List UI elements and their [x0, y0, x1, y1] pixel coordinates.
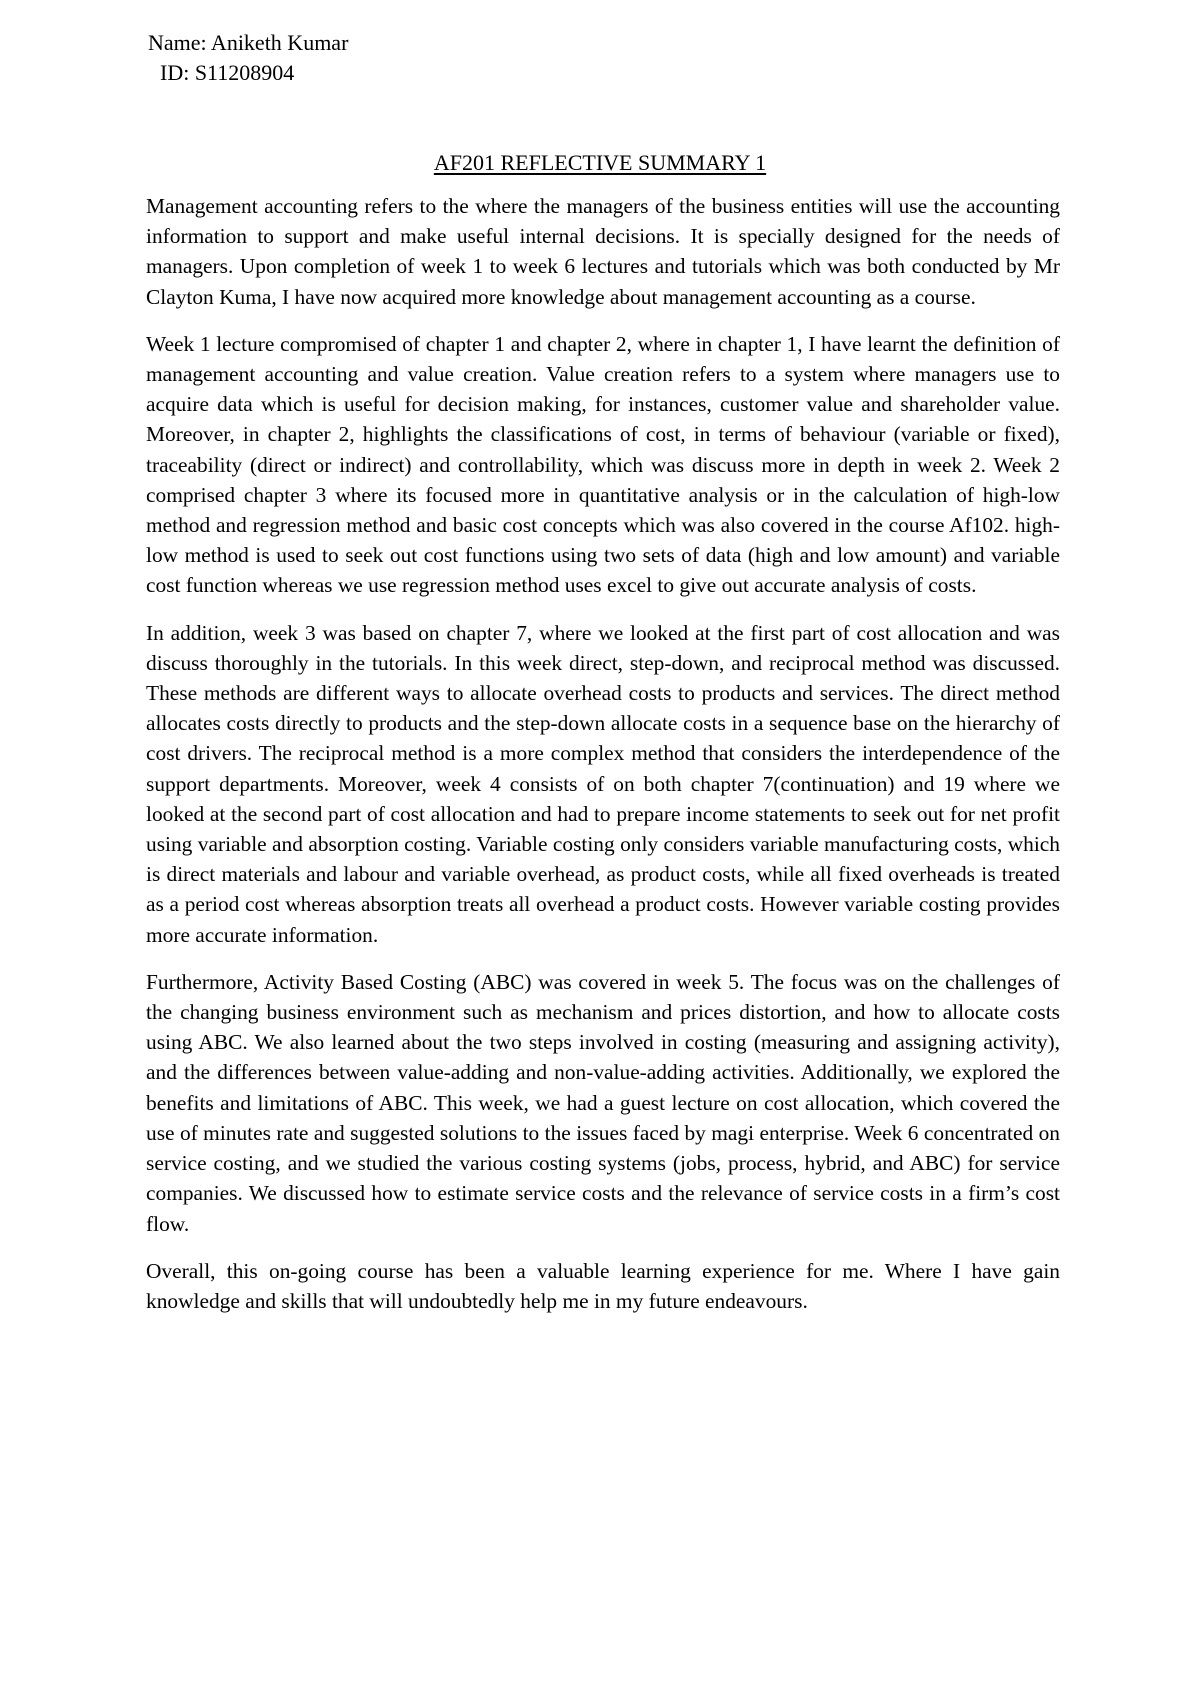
paragraph-weeks-1-2: Week 1 lecture compromised of chapter 1 and chapter 2, where in chapter 1, I have learnt the definition of management accounting and value creation. Value creation refers to a system where managers use to acquire data which is useful for decision making, for instances, customer value and shareholder value. Moreover, in chapter 2, highlights the classifications of cost, in terms of behaviour (variable or fixed), traceability (direct or indirect) and controllability, which was discuss more in depth in week 2. Week 2 comprised chapter 3 where its focused more in quantitative analysis or in the calculation of high-low method and regression method and basic cost concepts which was also covered in the course Af102. high-low method is used to seek out cost functions using two sets of data (high and low amount) and variable cost function whereas we use regression method uses excel to give out accurate analysis of costs.	[146, 331, 1060, 598]
paragraph-conclusion: Overall, this on-going course has been a valuable learning experience for me. Where I have gain knowledge and skills that will undoubtedly help me in my future endeavours.	[146, 1258, 1060, 1313]
student-id: ID: S11208904	[160, 60, 295, 85]
student-name: Name: Aniketh Kumar	[148, 30, 349, 55]
paragraph-weeks-3-4: In addition, week 3 was based on chapter 7, where we looked at the first part of cost allocation and was discuss thoroughly in the tutorials. In this week direct, step-down, and reciprocal method was discussed. These methods are different ways to allocate overhead costs to products and services. The direct method allocates costs directly to products and the step-down allocate costs in a sequence base on the hierarchy of cost drivers. The reciprocal method is a more complex method that considers the interdependence of the support departments. Moreover, week 4 consists of on both chapter 7(continuation) and 19 where we looked at the second part of cost allocation and had to prepare income statements to seek out for net profit using variable and absorption costing. Variable costing only considers variable manufacturing costs, which is direct materials and labour and variable overhead, as product costs, while all fixed overheads is treated as a period cost whereas absorption treats all overhead a product costs. However variable costing provides more accurate information.	[146, 620, 1060, 947]
paragraph-weeks-5-6: Furthermore, Activity Based Costing (ABC) was covered in week 5. The focus was on the challenges of the changing business environment such as mechanism and prices distortion, and how to allocate costs using ABC. We also learned about the two steps involved in costing (measuring and assigning activity), and the differences between value-adding and non-value-adding activities. Additionally, we explored the benefits and limitations of ABC. This week, we had a guest lecture on cost allocation, which covered the use of minutes rate and suggested solutions to the issues faced by magi enterprise. Week 6 concentrated on service costing, and we studied the various costing systems (jobs, process, hybrid, and ABC) for service companies. We discussed how to estimate service costs and the relevance of service costs in a firm’s cost flow.	[146, 969, 1060, 1236]
paragraph-intro: Management accounting refers to the where the managers of the business entities will use the accounting information to support and make useful internal decisions. It is specially designed for the needs of managers. Upon completion of week 1 to week 6 lectures and tutorials which was both conducted by Mr Clayton Kuma, I have now acquired more knowledge about management accounting as a course.	[146, 194, 1060, 309]
document-body	[146, 191, 1060, 1333]
document-title: AF201 REFLECTIVE SUMMARY 1	[433, 150, 767, 175]
student-info	[148, 28, 348, 88]
